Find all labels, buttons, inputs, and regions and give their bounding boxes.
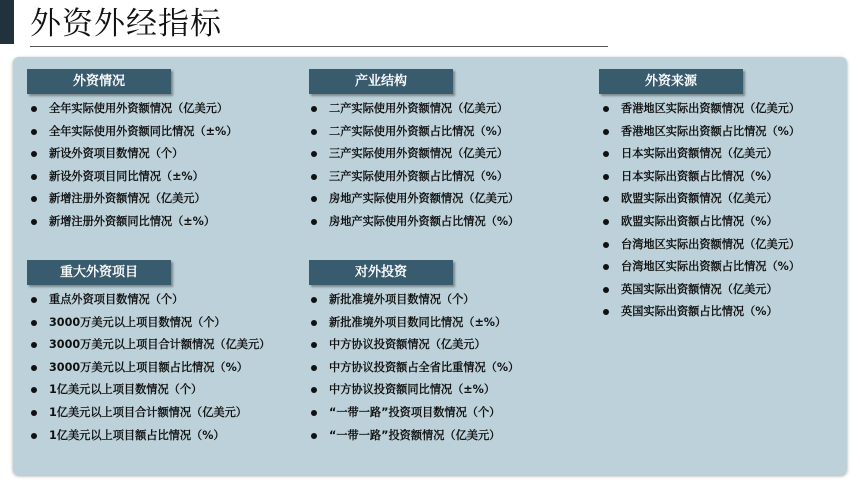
list-item: 3000万美元以上项目数情况（个） [29, 312, 270, 335]
list-item: 房地产实际使用外资额情况（亿美元） [309, 188, 519, 211]
bullet-icon [31, 174, 37, 180]
bullet-icon [31, 297, 37, 303]
list-industry-structure [309, 98, 519, 234]
page-title: 外资外经指标 [30, 6, 222, 42]
list-item: 香港地区实际出资额占比情况（%） [601, 121, 800, 144]
list-item: 日本实际出资额情况（亿美元） [601, 143, 800, 166]
list-item: 中方协议投资额占全省比重情况（%） [309, 357, 519, 380]
bullet-icon [603, 287, 609, 293]
bullet-icon [603, 242, 609, 248]
title-accent-bar [0, 0, 14, 44]
section-header-foreign-investment: 外资情况 [27, 69, 171, 94]
bullet-icon [31, 410, 37, 416]
bullet-icon [31, 387, 37, 393]
bullet-icon [311, 219, 317, 225]
bullet-icon [31, 196, 37, 202]
list-foreign-investment [29, 98, 237, 234]
list-item: 3000万美元以上项目合计额情况（亿美元） [29, 334, 270, 357]
section-header-investment-sources: 外资来源 [599, 69, 743, 94]
bullet-icon [311, 433, 317, 439]
list-item: 全年实际使用外资额情况（亿美元） [29, 98, 237, 121]
section-header-major-projects: 重大外资项目 [27, 260, 171, 285]
list-item: 新批准境外项目数情况（个） [309, 289, 519, 312]
bullet-icon [603, 174, 609, 180]
bullet-icon [603, 264, 609, 270]
bullet-icon [311, 151, 317, 157]
list-item: 1亿美元以上项目合计额情况（亿美元） [29, 402, 270, 425]
list-item: 新设外资项目同比情况（±%） [29, 166, 237, 189]
bullet-icon [31, 320, 37, 326]
list-item: 二产实际使用外资额情况（亿美元） [309, 98, 519, 121]
list-item: 欧盟实际出资额占比情况（%） [601, 211, 800, 234]
list-item: 新设外资项目数情况（个） [29, 143, 237, 166]
list-item: 中方协议投资额同比情况（±%） [309, 379, 519, 402]
bullet-icon [311, 342, 317, 348]
bullet-icon [31, 365, 37, 371]
list-item: 新增注册外资额情况（亿美元） [29, 188, 237, 211]
list-item: 三产实际使用外资额情况（亿美元） [309, 143, 519, 166]
list-item: 欧盟实际出资额情况（亿美元） [601, 188, 800, 211]
list-item: “一带一路”投资额情况（亿美元） [309, 425, 519, 448]
section-header-industry-structure: 产业结构 [309, 69, 453, 94]
bullet-icon [311, 196, 317, 202]
list-item: 中方协议投资额情况（亿美元） [309, 334, 519, 357]
bullet-icon [31, 342, 37, 348]
bullet-icon [31, 151, 37, 157]
list-investment-sources [601, 98, 800, 324]
list-item: 房地产实际使用外资额占比情况（%） [309, 211, 519, 234]
bullet-icon [603, 219, 609, 225]
bullet-icon [603, 196, 609, 202]
bullet-icon [311, 387, 317, 393]
bullet-icon [311, 297, 317, 303]
bullet-icon [31, 433, 37, 439]
list-item: 全年实际使用外资额同比情况（±%） [29, 121, 237, 144]
bullet-icon [31, 106, 37, 112]
list-outbound-investment [309, 289, 519, 447]
bullet-icon [311, 320, 317, 326]
bullet-icon [311, 174, 317, 180]
bullet-icon [31, 219, 37, 225]
list-item: 三产实际使用外资额占比情况（%） [309, 166, 519, 189]
list-item: 香港地区实际出资额情况（亿美元） [601, 98, 800, 121]
bullet-icon [603, 151, 609, 157]
bullet-icon [31, 129, 37, 135]
list-item: 新批准境外项目数同比情况（±%） [309, 312, 519, 335]
list-major-projects [29, 289, 270, 447]
list-item: 英国实际出资额占比情况（%） [601, 301, 800, 324]
bullet-icon [603, 309, 609, 315]
list-item: 英国实际出资额情况（亿美元） [601, 279, 800, 302]
bullet-icon [603, 106, 609, 112]
bullet-icon [311, 410, 317, 416]
bullet-icon [311, 365, 317, 371]
list-item: 1亿美元以上项目数情况（个） [29, 379, 270, 402]
bullet-icon [603, 129, 609, 135]
list-item: 台湾地区实际出资额情况（亿美元） [601, 234, 800, 257]
list-item: 重点外资项目数情况（个） [29, 289, 270, 312]
section-header-outbound-investment: 对外投资 [309, 260, 453, 285]
bullet-icon [311, 106, 317, 112]
title-underline [30, 46, 608, 47]
list-item: “一带一路”投资项目数情况（个） [309, 402, 519, 425]
list-item: 1亿美元以上项目额占比情况（%） [29, 425, 270, 448]
bullet-icon [311, 129, 317, 135]
list-item: 日本实际出资额占比情况（%） [601, 166, 800, 189]
list-item: 台湾地区实际出资额占比情况（%） [601, 256, 800, 279]
list-item: 二产实际使用外资额占比情况（%） [309, 121, 519, 144]
list-item: 新增注册外资额同比情况（±%） [29, 211, 237, 234]
list-item: 3000万美元以上项目额占比情况（%） [29, 357, 270, 380]
